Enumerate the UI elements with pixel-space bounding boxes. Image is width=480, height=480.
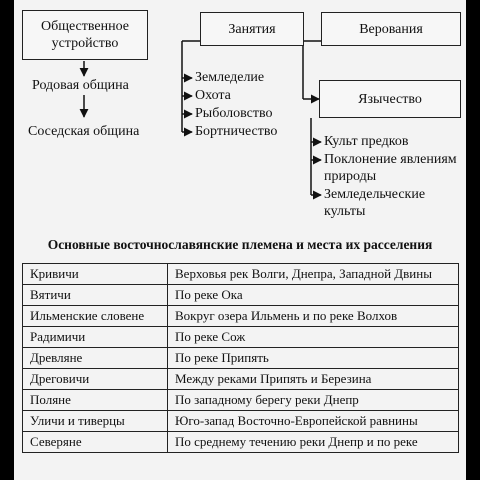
occupation-item: Рыболовство — [195, 106, 273, 121]
neighbor-community: Соседская община — [28, 124, 140, 139]
occupation-item: Земледелие — [195, 70, 265, 85]
box-social-structure-label: Общественное устройство — [40, 19, 130, 51]
table-row — [23, 285, 459, 306]
settlement-cell: По реке Припять — [168, 348, 459, 369]
box-occupations-label: Занятия — [228, 21, 276, 37]
table-row — [23, 369, 459, 390]
tribe-cell: Ильменские словене — [23, 306, 168, 327]
tribe-cell: Поляне — [23, 390, 168, 411]
box-social-structure — [22, 10, 148, 60]
table-row — [23, 348, 459, 369]
table-row — [23, 264, 459, 285]
box-beliefs-label: Верования — [359, 21, 423, 37]
settlement-cell: По реке Ока — [168, 285, 459, 306]
table-row — [23, 390, 459, 411]
box-occupations — [200, 12, 304, 46]
settlement-cell: По реке Сож — [168, 327, 459, 348]
settlement-cell: Вокруг озера Ильмень и по реке Волхов — [168, 306, 459, 327]
paganism-item: Поклонение явлениям природы — [324, 152, 457, 184]
clan-community: Родовая община — [32, 78, 129, 93]
settlement-cell: Верховья рек Волги, Днепра, Западной Двины — [168, 264, 459, 285]
tribe-cell: Уличи и тиверцы — [23, 411, 168, 432]
occupation-item: Охота — [195, 88, 231, 103]
settlement-cell: По среднему течению реки Днепр и по реке — [168, 432, 459, 453]
tribe-cell: Северяне — [23, 432, 168, 453]
table-title: Основные восточнославянские племена и места их расселения — [47, 237, 433, 252]
paganism-item: Культ предков — [324, 134, 409, 149]
settlement-cell: Юго-запад Восточно-Европейской равнины — [168, 411, 459, 432]
tribe-cell: Вятичи — [23, 285, 168, 306]
table-row — [23, 327, 459, 348]
table-row — [23, 432, 459, 453]
occupation-item: Бортничество — [195, 124, 278, 139]
tribe-cell: Дреговичи — [23, 369, 168, 390]
tribes-table — [22, 263, 459, 453]
textbook-page — [14, 0, 466, 480]
tribe-cell: Древляне — [23, 348, 168, 369]
table-row — [23, 411, 459, 432]
paganism-item: Земледельческие культы — [324, 187, 426, 219]
table-row — [23, 306, 459, 327]
tribe-cell: Кривичи — [23, 264, 168, 285]
box-paganism — [319, 80, 461, 118]
box-beliefs — [321, 12, 461, 46]
box-paganism-label: Язычество — [358, 91, 422, 107]
tribe-cell: Радимичи — [23, 327, 168, 348]
settlement-cell: Между реками Припять и Березина — [168, 369, 459, 390]
settlement-cell: По западному берегу реки Днепр — [168, 390, 459, 411]
